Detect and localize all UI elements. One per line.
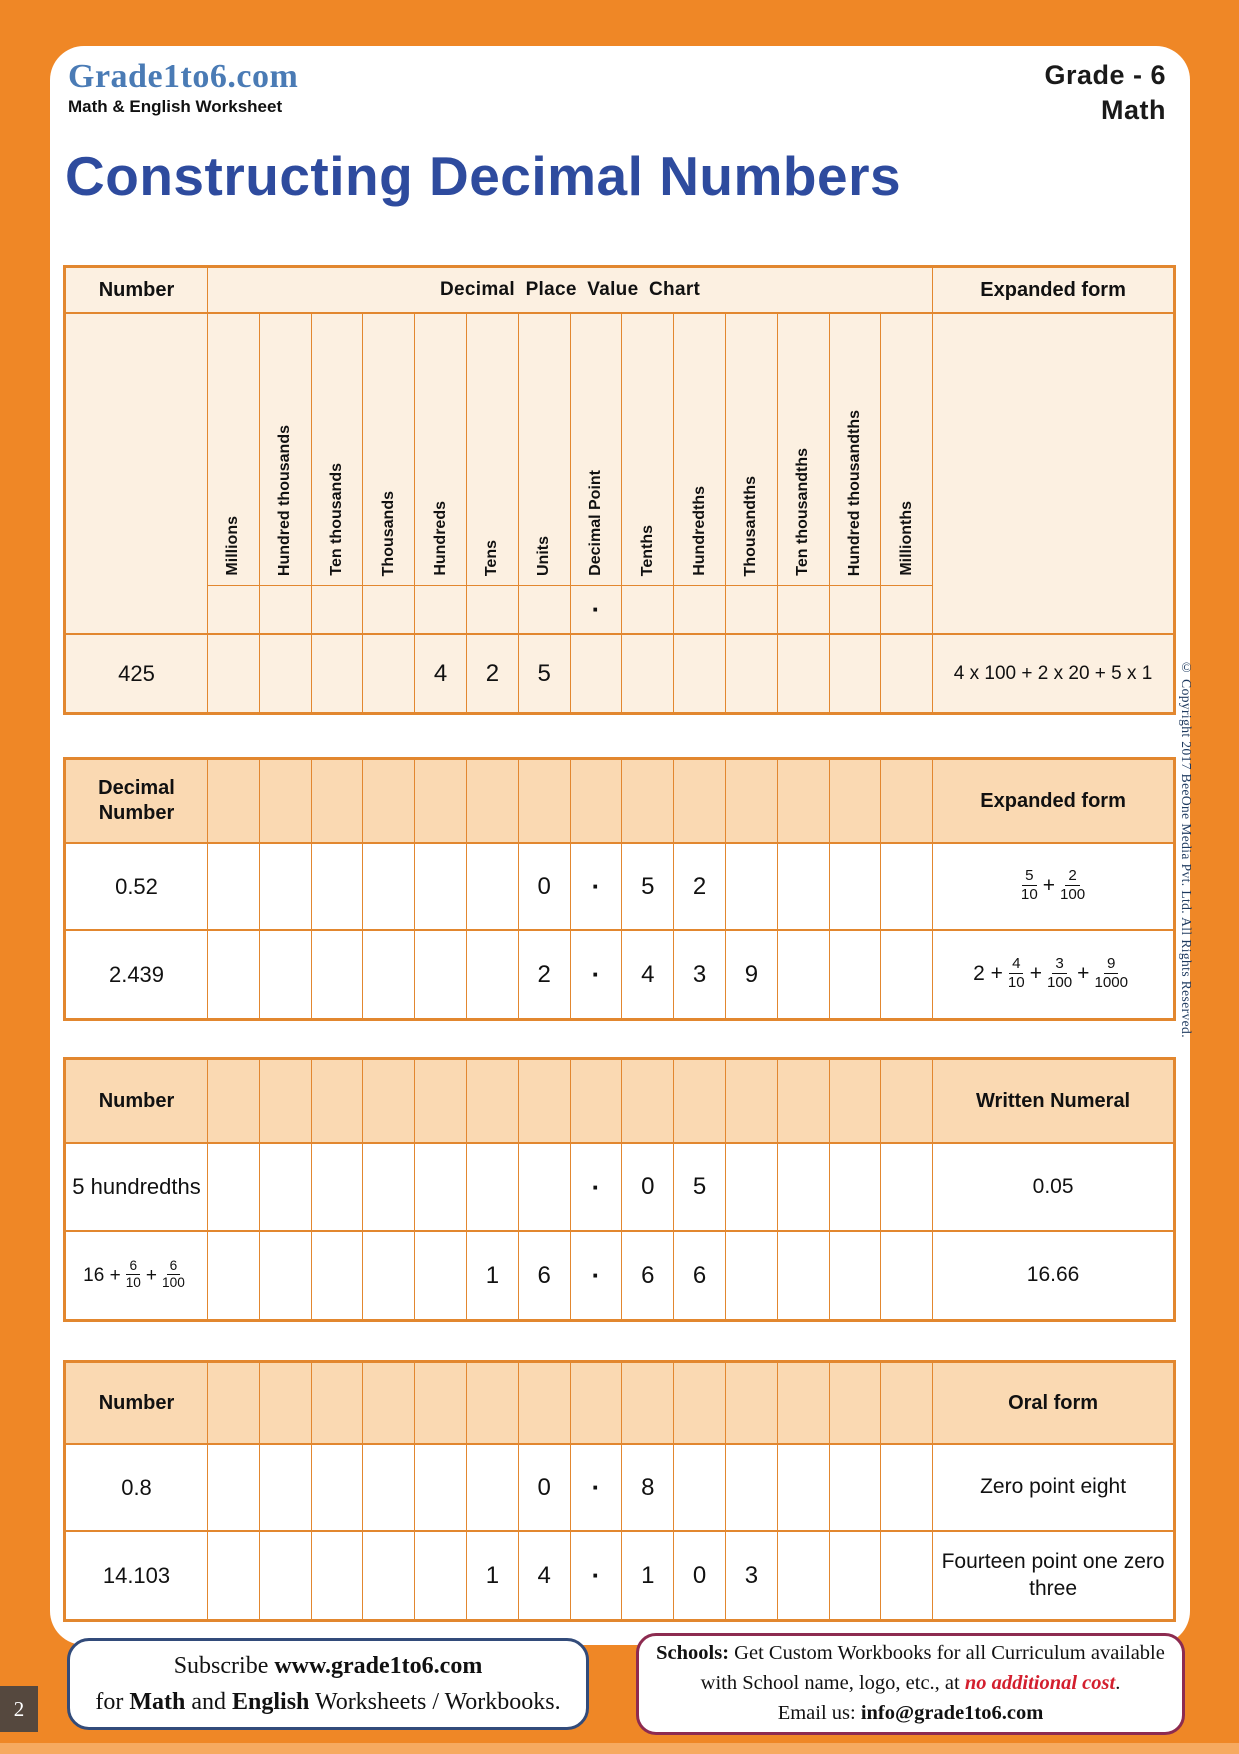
paper-card [50,46,1190,1645]
row-value: Zero point eight [933,1445,1173,1532]
chart-section [63,1057,1176,1322]
digit-cell [415,844,467,931]
subject-label: Math [1101,95,1166,126]
decimal-point-cell [622,586,674,635]
digit-cell [778,1445,830,1532]
digit-cell: · [571,1144,623,1232]
site-logo: Grade1to6.com [68,58,299,95]
digit-cell [830,931,882,1018]
empty-cell [881,1363,933,1445]
place-column-label-text: Hundred thousandths [845,409,863,576]
place-column-label-text: Thousands [379,490,397,576]
digit-cell [467,1445,519,1532]
fraction: $\frac{4}{10}$ [1007,955,1025,991]
digit-cell [260,1532,312,1619]
place-column-label [674,314,726,586]
place-column-label [260,314,312,586]
digit-cell [778,931,830,1018]
column-header: Number [66,1363,208,1445]
digit-cell [881,931,933,1018]
text-segment: with School name, logo, etc., at [700,1672,965,1695]
digit-cell [415,1232,467,1319]
decimal-point-cell [415,586,467,635]
digit-cell [830,844,882,931]
empty-cell [674,1363,726,1445]
digit-cell: · [571,1232,623,1319]
digit-cell [881,1144,933,1232]
page-title: Constructing Decimal Numbers [65,145,902,207]
empty-cell [674,760,726,844]
place-column-label-text: Ten thousands [327,463,345,576]
empty-cell [312,1363,364,1445]
grade-block [1044,58,1166,128]
digit-cell [778,635,830,712]
digit-cell [260,844,312,931]
empty-cell [778,1363,830,1445]
digit-cell [415,931,467,1018]
place-column-label [519,314,571,586]
row-label: 425 [66,635,208,712]
decimal-point-cell [778,586,830,635]
decimal-point-cell [830,586,882,635]
digit-cell: 2 [467,635,519,712]
site-tagline: Math & English Worksheet [68,97,283,116]
digit-cell [778,1232,830,1319]
digit-cell [363,1532,415,1619]
section-gap [63,1021,1176,1057]
row-value: 4 x 100 + 2 x 20 + 5 x 1 [953,662,1153,684]
digit-cell [830,1144,882,1232]
empty-cell [66,314,208,635]
decimal-point-cell [519,586,571,635]
chart-section [63,1360,1176,1622]
place-column-label [467,314,519,586]
section-gap [63,715,1176,757]
decimal-point-cell [208,586,260,635]
empty-cell [622,760,674,844]
place-column-label [830,314,882,586]
column-header: Decimal Number [66,760,208,844]
column-header: Expanded form [933,760,1173,844]
digit-cell [830,635,882,712]
row-label: 2.439 [66,931,208,1018]
digit-cell: 8 [622,1445,674,1532]
place-column-label-text: Decimal Point [586,470,604,576]
digit-cell: 1 [467,1232,519,1319]
text-segment: and [185,1689,232,1715]
column-header: Number [66,1060,208,1144]
row-label: 0.8 [66,1445,208,1532]
digit-cell [830,1445,882,1532]
digit-cell [415,1532,467,1619]
place-column-label-text: Units [535,536,553,576]
text-segment: Worksheets / Workbooks. [309,1689,561,1715]
decimal-point-cell [260,586,312,635]
empty-cell [363,1060,415,1144]
digit-cell: · [571,1532,623,1619]
place-column-label-text: Ten thousandths [794,448,812,576]
empty-cell [778,760,830,844]
empty-cell [260,1363,312,1445]
place-column-label [622,314,674,586]
empty-cell [415,1060,467,1144]
digit-cell: 4 [519,1532,571,1619]
digit-cell: 1 [467,1532,519,1619]
fraction: $\frac{5}{10}$ [1020,867,1038,903]
digit-cell: 5 [519,635,571,712]
digit-cell: 6 [622,1232,674,1319]
empty-cell [260,760,312,844]
digit-cell [415,1144,467,1232]
digit-cell [363,1144,415,1232]
digit-cell [208,1445,260,1532]
column-header: Number [66,268,208,314]
fraction: $\frac{2}{100}$ [1060,867,1086,903]
grade-label: Grade - 6 [1044,60,1166,90]
empty-cell [208,1363,260,1445]
row-label: 0.52 [66,844,208,931]
page-number: 2 [0,1686,38,1732]
empty-cell [933,314,1173,635]
digit-cell: 1 [622,1532,674,1619]
text-segment: Subscribe [173,1653,275,1679]
digit-cell: 3 [726,1532,778,1619]
row-label: 14.103 [66,1532,208,1619]
digit-cell [830,1232,882,1319]
place-column-label [571,314,623,586]
digit-cell [208,1532,260,1619]
chart-title-header: Decimal Place Value Chart [208,268,933,314]
digit-cell [778,1144,830,1232]
digit-cell [622,635,674,712]
text-segment: English [232,1689,310,1715]
empty-cell [467,1363,519,1445]
subscribe-box [67,1638,589,1730]
digit-cell [778,1532,830,1619]
digit-cell [260,1232,312,1319]
place-column-label-text: Hundred thousands [276,424,294,576]
chart-section [63,757,1176,1021]
empty-cell [830,760,882,844]
place-column-label [208,314,260,586]
digit-cell [363,844,415,931]
chart-section [63,265,1176,715]
place-column-label [363,314,415,586]
digit-cell [881,844,933,931]
row-label: 5 hundredths [66,1144,208,1232]
digit-cell: 0 [622,1144,674,1232]
section-gap [63,1322,1176,1360]
digit-cell [208,1144,260,1232]
empty-cell [208,1060,260,1144]
fraction: $\frac{6}{10}$ [125,1257,141,1290]
empty-cell [881,1060,933,1144]
digit-cell [881,635,933,712]
empty-cell [363,760,415,844]
digit-cell [312,931,364,1018]
digit-cell: 2 [519,931,571,1018]
digit-cell [312,635,364,712]
empty-cell [415,1363,467,1445]
digit-cell [726,1445,778,1532]
empty-cell [363,1363,415,1445]
fraction: $\frac{6}{100}$ [162,1257,185,1290]
subscribe-line2 [70,1684,586,1720]
digit-cell: · [571,931,623,1018]
fraction: $\frac{9}{1000}$ [1094,955,1129,991]
decimal-point-cell [312,586,364,635]
digit-cell [778,844,830,931]
place-column-label [415,314,467,586]
decimal-point-cell [726,586,778,635]
digit-cell [260,1445,312,1532]
row-label: 16 + $\frac{6}{10}$ + $\frac{6}{100}$ [66,1232,208,1319]
column-header: Oral form [933,1363,1173,1445]
empty-cell [519,1363,571,1445]
schools-box [636,1633,1185,1735]
digit-cell: 0 [674,1532,726,1619]
empty-cell [622,1060,674,1144]
empty-cell [881,760,933,844]
logo-block [68,58,298,128]
column-header: Expanded form [933,268,1173,314]
empty-cell [312,1060,364,1144]
empty-cell [830,1363,882,1445]
subscribe-line1 [70,1648,586,1684]
text-segment: Schools: [656,1642,730,1665]
digit-cell [260,1144,312,1232]
copyright-sidebar: © Copyright 2017 BeeOne Media Pvt. Ltd. All Rights Reserved. [1179,660,1194,1038]
digit-cell: 0 [519,1445,571,1532]
place-column-label-text: Thousandths [742,475,760,576]
digit-cell [467,844,519,931]
empty-cell [208,760,260,844]
empty-cell [415,760,467,844]
text-segment: . [1115,1672,1121,1695]
digit-cell [881,1532,933,1619]
place-column-label-text: Millionths [897,501,915,576]
place-value-table [63,265,1176,1622]
schools-line3 [639,1699,1182,1729]
digit-cell: 0 [519,844,571,931]
row-value: Fourteen point one zero three [941,1550,1165,1600]
empty-cell [571,760,623,844]
digit-cell: 5 [674,1144,726,1232]
digit-cell [363,1445,415,1532]
decimal-point-cell [881,586,933,635]
digit-cell [674,1445,726,1532]
schools-line2 [639,1669,1182,1699]
digit-cell [726,1144,778,1232]
place-column-label-text: Millions [224,516,242,576]
empty-cell [674,1060,726,1144]
digit-cell [726,1232,778,1319]
row-value: 16.66 [1026,1263,1080,1287]
digit-cell: · [571,844,623,931]
empty-cell [467,760,519,844]
digit-cell [467,931,519,1018]
digit-cell [363,931,415,1018]
text-segment: Email us: [777,1701,861,1724]
text-segment: info@grade1to6.com [860,1701,1044,1724]
empty-cell [519,760,571,844]
empty-cell [519,1060,571,1144]
digit-cell [726,635,778,712]
digit-cell: 9 [726,931,778,1018]
text-segment: Get Custom Workbooks for all Curriculum available [729,1642,1165,1665]
place-column-label [726,314,778,586]
empty-cell [830,1060,882,1144]
row-value: 0.05 [933,1144,1173,1232]
bottom-edge-strip [0,1743,1239,1754]
digit-cell [208,844,260,931]
digit-cell [260,635,312,712]
digit-cell [312,1445,364,1532]
place-column-label-text: Tens [483,539,501,576]
digit-cell [519,1144,571,1232]
place-column-label-text: Hundreds [431,501,449,576]
empty-cell [726,1363,778,1445]
digit-cell [830,1532,882,1619]
digit-cell [415,1445,467,1532]
empty-cell [260,1060,312,1144]
digit-cell [571,635,623,712]
digit-cell [312,1532,364,1619]
digit-cell [726,844,778,931]
digit-cell [674,635,726,712]
digit-cell: 4 [415,635,467,712]
digit-cell: 6 [519,1232,571,1319]
digit-cell [467,1144,519,1232]
decimal-point-cell [674,586,726,635]
place-column-label [312,314,364,586]
digit-cell [312,1232,364,1319]
empty-cell [726,1060,778,1144]
schools-line1 [639,1639,1182,1669]
digit-cell [312,844,364,931]
digit-cell: 3 [674,931,726,1018]
empty-cell [571,1060,623,1144]
text-segment: for [95,1689,130,1715]
row-value: 2 + $\frac{4}{10}$ + $\frac{3}{100}$ + $\frac{9}{1000}$ [933,931,1173,1018]
decimal-point-cell: · [571,586,623,635]
empty-cell [778,1060,830,1144]
place-column-label-text: Tenths [638,524,656,576]
digit-cell: 6 [674,1232,726,1319]
page-header [68,58,1166,128]
empty-cell [467,1060,519,1144]
decimal-point-cell [363,586,415,635]
digit-cell [363,1232,415,1319]
digit-cell [260,931,312,1018]
digit-cell [312,1144,364,1232]
text-segment: www.grade1to6.com [274,1653,483,1679]
digit-cell [881,1232,933,1319]
decimal-point-cell [467,586,519,635]
place-column-label-text: Hundredths [690,486,708,576]
digit-cell [208,1232,260,1319]
digit-cell: 5 [622,844,674,931]
empty-cell [312,760,364,844]
place-column-label [881,314,933,586]
digit-cell [881,1445,933,1532]
digit-cell [363,635,415,712]
column-header: Written Numeral [933,1060,1173,1144]
empty-cell [571,1363,623,1445]
digit-cell: 4 [622,931,674,1018]
fraction: $\frac{3}{100}$ [1046,955,1073,991]
place-column-label [778,314,830,586]
empty-cell [622,1363,674,1445]
digit-cell: · [571,1445,623,1532]
digit-cell: 2 [674,844,726,931]
text-segment: Math [129,1689,186,1715]
empty-cell [726,760,778,844]
text-segment: no additional cost [964,1672,1116,1695]
row-value: $\frac{5}{10}$ + $\frac{2}{100}$ [933,844,1173,931]
digit-cell [208,931,260,1018]
digit-cell [208,635,260,712]
